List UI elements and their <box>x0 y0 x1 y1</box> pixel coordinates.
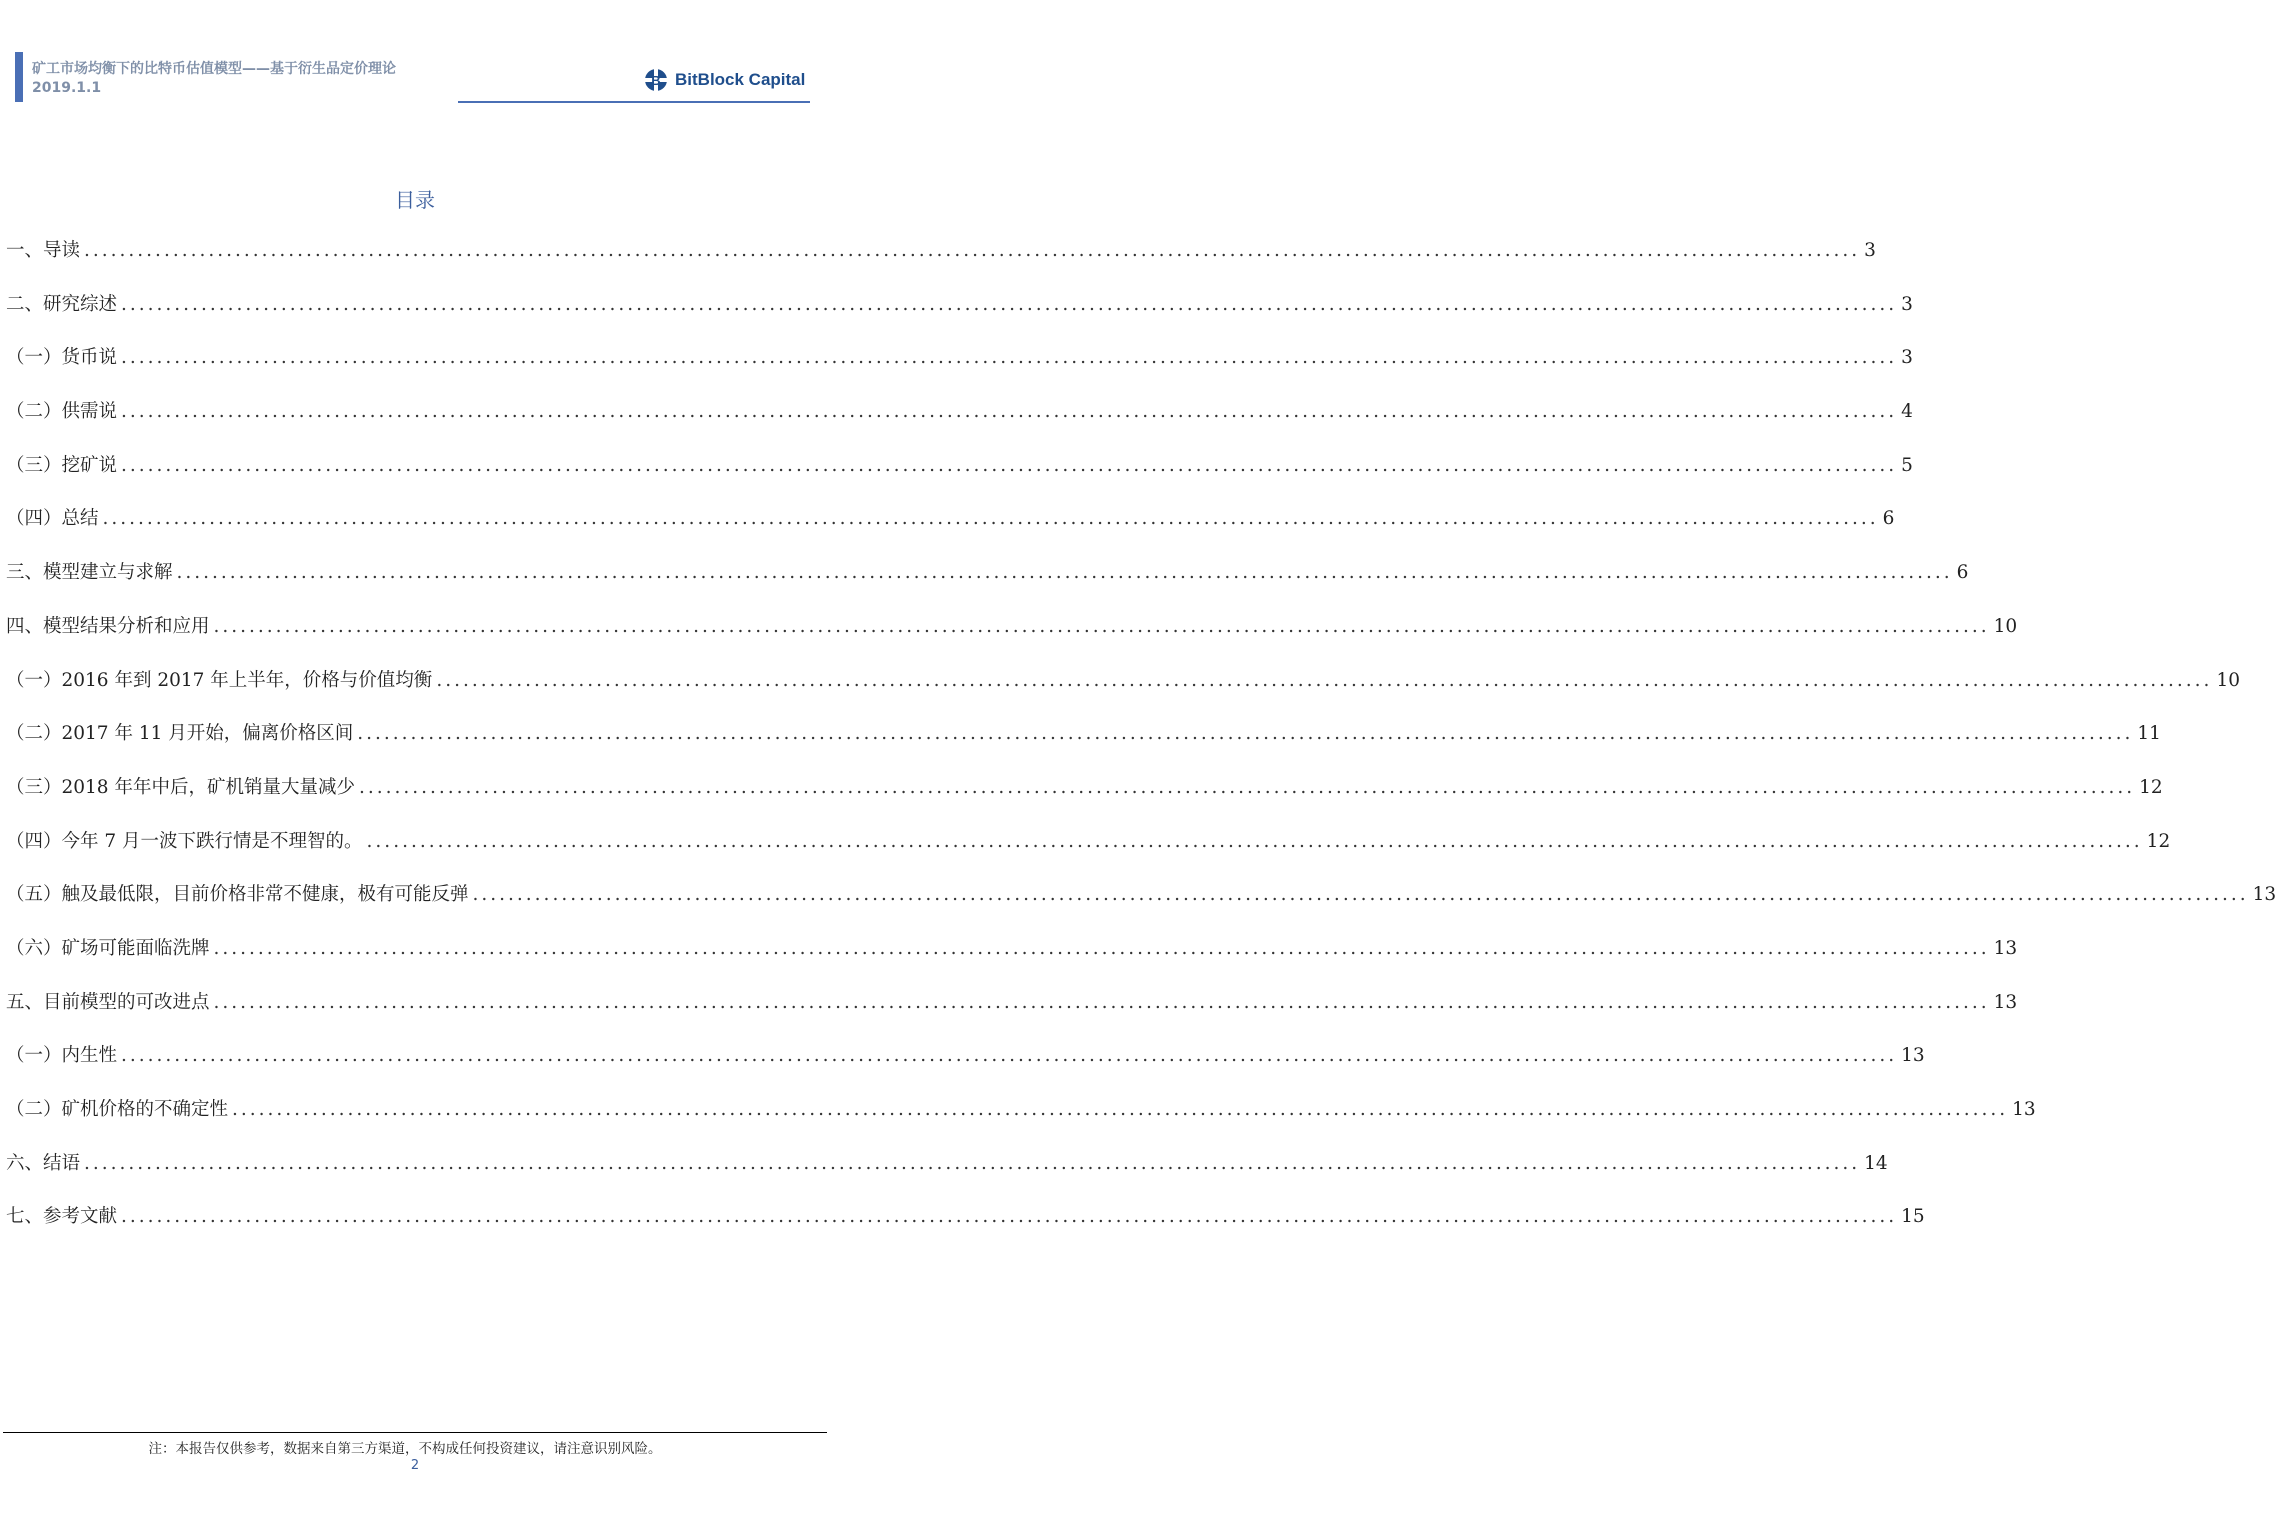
company-logo <box>643 66 805 94</box>
header-rule <box>458 101 810 103</box>
toc-entry-label: 一、导读 <box>6 240 81 261</box>
toc-dot-leader: ........................................................................................................................................................................................................ <box>84 240 1861 261</box>
toc-entry-label: （四）总结 <box>6 508 99 530</box>
toc-entry-label: （三）2018 年年中后，矿机销量大量减少 <box>6 776 355 798</box>
toc-entry-label: （二）2017 年 11 月开始，偏离价格区间 <box>6 723 354 745</box>
toc-entry-label: 七、参考文献 <box>6 1206 118 1228</box>
svg-text:B: B <box>651 73 661 88</box>
toc-dot-leader: ........................................................................................................................................................................................................ <box>472 884 2249 906</box>
toc-entry-page: 10 <box>2216 669 2240 691</box>
toc-dot-leader: ........................................................................................................................................................................................................ <box>121 1206 1898 1228</box>
toc-entry-page: 15 <box>1901 1206 1925 1228</box>
toc-entry-page: 13 <box>1993 937 2018 959</box>
toc-entry[interactable] <box>6 504 1895 558</box>
toc-entry-page: 4 <box>1901 401 1913 423</box>
toc-entry-page: 6 <box>1882 508 1895 530</box>
toc-entry-page: 12 <box>2146 830 2171 852</box>
toc-entry[interactable] <box>6 773 2163 827</box>
bitblock-logo-icon <box>643 67 669 93</box>
logo-text: BitBlock Capital <box>675 70 806 89</box>
toc-dot-leader: ........................................................................................................................................................................................................ <box>436 669 2213 691</box>
report-date: 2019.1.1 <box>32 80 102 96</box>
toc-entry-page: 13 <box>2012 1099 2036 1120</box>
toc-entry-page: 13 <box>2252 884 2276 906</box>
toc-entry-label: （二）供需说 <box>6 401 118 423</box>
toc-dot-leader: ........................................................................................................................................................................................................ <box>121 1045 1898 1067</box>
toc-entry[interactable] <box>6 236 1876 290</box>
toc-dot-leader: ........................................................................................................................................................................................................ <box>84 1152 1861 1174</box>
footer-disclaimer: 注：本报告仅供参考，数据来自第三方渠道，不构成任何投资建议，请注意识别风险。 <box>148 1441 662 1457</box>
toc-entry-label: 五、目前模型的可改进点 <box>6 991 210 1013</box>
toc-dot-leader: ........................................................................................................................................................................................................ <box>357 723 2134 745</box>
toc-entry-label: 三、模型建立与求解 <box>6 562 173 584</box>
toc-entry[interactable] <box>6 1149 1888 1203</box>
toc-heading: 目录 <box>395 188 435 212</box>
toc-entry[interactable] <box>6 397 1913 451</box>
toc-entry[interactable] <box>6 666 2240 720</box>
toc-entry-page: 11 <box>2137 723 2161 745</box>
toc-dot-leader: ........................................................................................................................................................................................................ <box>121 347 1898 369</box>
toc-entry-page: 13 <box>1993 991 2018 1013</box>
table-of-contents <box>6 236 2276 1256</box>
toc-dot-leader: ........................................................................................................................................................................................................ <box>213 991 1990 1013</box>
toc-entry[interactable] <box>6 719 2161 773</box>
toc-entry[interactable] <box>6 1202 1925 1256</box>
toc-entry-label: （一）内生性 <box>6 1045 118 1067</box>
toc-entry-page: 13 <box>1901 1045 1925 1067</box>
toc-entry-label: （一）2016 年到 2017 年上半年，价格与价值均衡 <box>6 669 433 691</box>
toc-entry-label: 六、结语 <box>6 1152 81 1174</box>
toc-dot-leader: ........................................................................................................................................................................................................ <box>213 615 1990 637</box>
toc-entry-page: 3 <box>1864 240 1876 261</box>
toc-entry[interactable] <box>6 880 2276 934</box>
header-accent-bar <box>15 52 23 102</box>
toc-entry-label: （二）矿机价格的不确定性 <box>6 1099 229 1120</box>
toc-dot-leader: ........................................................................................................................................................................................................ <box>358 776 2136 798</box>
toc-dot-leader: ........................................................................................................................................................................................................ <box>232 1099 2009 1120</box>
toc-dot-leader: ........................................................................................................................................................................................................ <box>102 508 1879 530</box>
toc-entry-page: 10 <box>1993 615 2018 637</box>
toc-entry-page: 14 <box>1864 1152 1888 1174</box>
toc-entry[interactable] <box>6 451 1913 505</box>
report-title: 矿工市场均衡下的比特币估值模型——基于衍生品定价理论 <box>32 61 396 77</box>
toc-entry[interactable] <box>6 1095 2036 1149</box>
toc-entry-label: 四、模型结果分析和应用 <box>6 615 210 637</box>
toc-entry-page: 3 <box>1901 347 1913 369</box>
toc-dot-leader: ........................................................................................................................................................................................................ <box>121 293 1898 315</box>
toc-entry-page: 5 <box>1901 454 1913 476</box>
toc-entry-label: 二、研究综述 <box>6 293 118 315</box>
toc-entry[interactable] <box>6 612 2018 666</box>
toc-entry-label: （四）今年 7 月一波下跌行情是不理智的。 <box>6 830 363 852</box>
toc-dot-leader: ........................................................................................................................................................................................................ <box>213 937 1990 959</box>
toc-entry-page: 12 <box>2139 776 2163 798</box>
toc-dot-leader: ........................................................................................................................................................................................................ <box>121 401 1898 423</box>
toc-entry-page: 3 <box>1901 293 1913 315</box>
toc-entry-page: 6 <box>1956 562 1969 584</box>
toc-entry[interactable] <box>6 343 1913 397</box>
toc-dot-leader: ........................................................................................................................................................................................................ <box>176 562 1953 584</box>
toc-entry[interactable] <box>6 934 2018 988</box>
toc-entry[interactable] <box>6 988 2018 1042</box>
toc-entry[interactable] <box>6 558 1969 612</box>
toc-dot-leader: ........................................................................................................................................................................................................ <box>366 830 2143 852</box>
toc-entry-label: （六）矿场可能面临洗牌 <box>6 937 210 959</box>
toc-entry[interactable] <box>6 290 1913 344</box>
toc-entry-label: （五）触及最低限，目前价格非常不健康，极有可能反弹 <box>6 884 469 906</box>
toc-entry[interactable] <box>6 827 2171 881</box>
toc-entry-label: （三）挖矿说 <box>6 454 118 476</box>
footer-rule <box>3 1432 827 1433</box>
toc-entry-label: （一）货币说 <box>6 347 118 369</box>
page-number: 2 <box>410 1458 420 1473</box>
toc-dot-leader: ........................................................................................................................................................................................................ <box>121 454 1898 476</box>
toc-entry[interactable] <box>6 1041 1925 1095</box>
